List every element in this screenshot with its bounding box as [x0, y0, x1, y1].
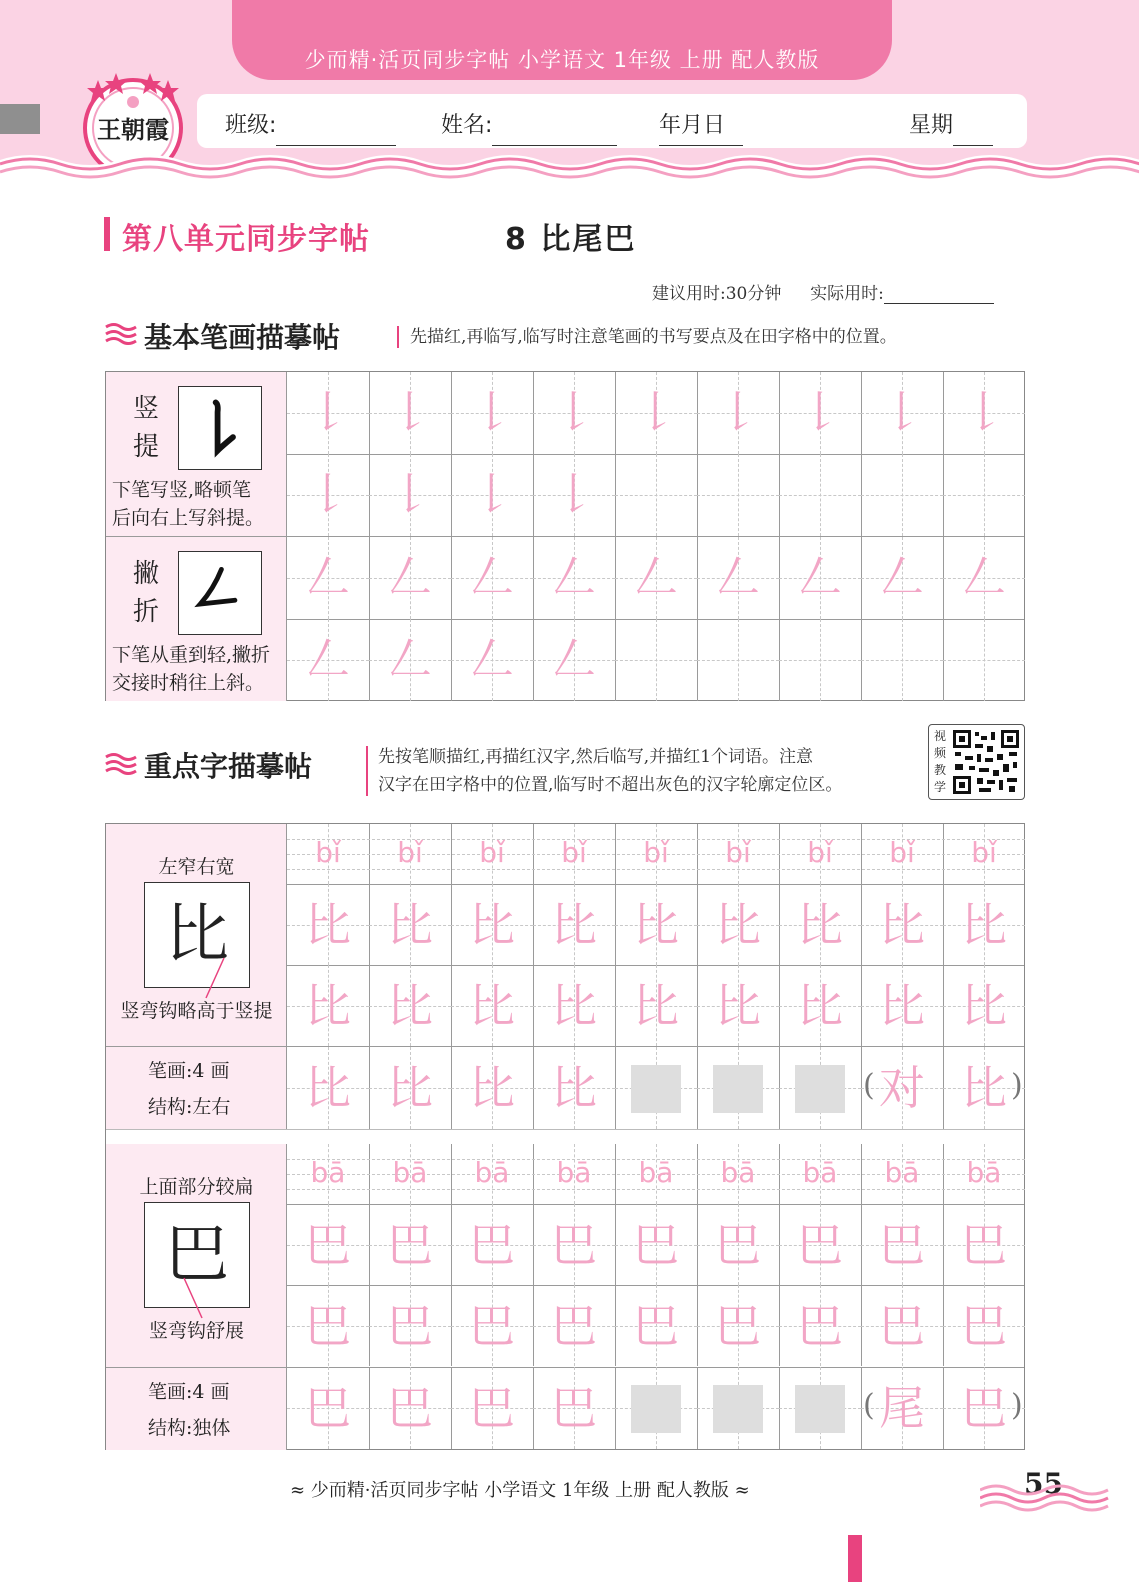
stroke-tip: 下笔写竖,略顿笔 后向右上写斜提。 [112, 479, 265, 529]
stroke-trace[interactable]: 𠃋 [470, 634, 514, 685]
stroke-trace[interactable]: 𠄌 [716, 387, 760, 438]
pinyin-trace[interactable]: bā [720, 1156, 756, 1189]
char-trace[interactable]: 巴 [961, 1217, 1007, 1272]
char-trace[interactable]: 巴 [387, 1298, 433, 1353]
stroke-sample-box [178, 551, 262, 635]
section1-desc: 先描红,再临写,临写时注意笔画的书写要点及在田字格中的位置。 [410, 327, 897, 347]
char-trace[interactable]: 比 [715, 897, 761, 952]
char-tip-bottom: 竖弯钩舒展 [148, 1320, 244, 1342]
grid-line [615, 660, 697, 661]
pinyin-trace[interactable]: bǐ [561, 836, 587, 869]
char-trace[interactable]: 比 [305, 897, 351, 952]
gray-outline-box[interactable] [713, 1385, 763, 1433]
char-info-cell [106, 824, 287, 1046]
lesson-title: 8 比尾巴 [505, 222, 637, 257]
grid-line [861, 495, 943, 496]
char-trace[interactable]: 比 [879, 978, 925, 1033]
stroke-trace[interactable]: 𠄌 [470, 469, 514, 520]
char-trace[interactable]: 比 [551, 897, 597, 952]
section1-title: 基本笔画描摹帖 [144, 321, 341, 354]
char-trace[interactable]: 巴 [715, 1217, 761, 1272]
gray-outline-box[interactable] [713, 1065, 763, 1113]
pinyin-trace[interactable]: bǐ [807, 836, 833, 869]
word-open-paren: ( [863, 1388, 875, 1423]
char-trace[interactable]: 比 [961, 897, 1007, 952]
stroke-trace[interactable]: 𠄌 [880, 387, 924, 438]
char-meta-cell [106, 1047, 287, 1129]
char-sample-box: 巴 [144, 1202, 250, 1308]
char-meta: 笔画:4 画 结构:独体 [148, 1381, 231, 1439]
grid-line [287, 869, 1025, 870]
time-suggest: 建议用时:30分钟 [652, 284, 782, 304]
char-trace[interactable]: 比 [551, 978, 597, 1033]
stroke-info-cell [106, 372, 287, 536]
char-trace[interactable]: 巴 [797, 1298, 843, 1353]
char-trace[interactable]: 比 [305, 978, 351, 1033]
stroke-trace[interactable]: 𠄌 [388, 387, 432, 438]
char-trace[interactable]: 巴 [551, 1217, 597, 1272]
wave-icon [104, 752, 138, 776]
char-trace[interactable]: 比 [879, 897, 925, 952]
word-open-paren: ( [863, 1068, 875, 1103]
char-trace[interactable]: 巴 [633, 1217, 679, 1272]
pinyin-trace[interactable]: bā [392, 1156, 428, 1189]
char-trace[interactable]: 比 [469, 978, 515, 1033]
char-meta-cell [106, 1368, 287, 1450]
pinyin-trace[interactable]: bā [802, 1156, 838, 1189]
pinyin-trace[interactable]: bā [884, 1156, 920, 1189]
qr-label: 视频教学 [933, 729, 946, 794]
gray-outline-box[interactable] [795, 1385, 845, 1433]
char-trace[interactable]: 巴 [961, 1298, 1007, 1353]
video-qr-code[interactable] [928, 724, 1025, 800]
grid-line [861, 660, 943, 661]
section2-title: 重点字描摹帖 [144, 750, 313, 783]
char-trace[interactable]: 巴 [551, 1381, 597, 1435]
student-info-box [197, 94, 1027, 148]
stroke-trace[interactable]: 𠄌 [552, 387, 596, 438]
char-trace[interactable]: 巴 [305, 1381, 351, 1435]
grid-line [943, 660, 1025, 661]
pinyin-trace[interactable]: bǐ [725, 836, 751, 869]
pinyin-trace[interactable]: bǐ [315, 836, 341, 869]
time-actual-label: 实际用时: [810, 284, 884, 304]
unit-title: 第八单元同步字帖 [122, 222, 370, 257]
char-trace[interactable]: 巴 [469, 1298, 515, 1353]
stroke-trace[interactable]: 𠄌 [798, 387, 842, 438]
unit-title-bar [104, 217, 110, 251]
vertical-rise-stroke-icon [179, 387, 260, 468]
stroke-info-cell [106, 537, 287, 701]
char-trace[interactable]: 比 [633, 978, 679, 1033]
char-trace[interactable]: 比 [469, 1061, 515, 1115]
section2-divider [366, 746, 368, 796]
char-trace[interactable]: 比 [715, 978, 761, 1033]
stroke-trace[interactable]: 𠃋 [552, 634, 596, 685]
char-trace[interactable]: 巴 [305, 1298, 351, 1353]
left-fall-turn-stroke-icon [179, 552, 260, 633]
char-trace[interactable]: 比 [961, 978, 1007, 1033]
char-trace[interactable]: 比 [387, 978, 433, 1033]
name-field[interactable] [441, 108, 492, 139]
stroke-trace[interactable]: 𠄌 [388, 469, 432, 520]
char-trace[interactable]: 比 [387, 1061, 433, 1115]
section1-divider [397, 326, 399, 348]
wave-icon [104, 322, 138, 346]
char-tip-bottom: 竖弯钩略高于竖提 [120, 1000, 273, 1022]
word-trace[interactable]: 对 [879, 1061, 925, 1115]
gray-outline-box[interactable] [795, 1065, 845, 1113]
stroke-tip: 下笔从重到轻,撇折 交接时稍往上斜。 [112, 644, 271, 694]
word-trace[interactable]: 巴 [961, 1381, 1007, 1435]
char-trace[interactable]: 比 [387, 897, 433, 952]
char-trace[interactable]: 巴 [797, 1217, 843, 1272]
grid-line [697, 660, 779, 661]
stroke-trace[interactable]: 𠄌 [306, 387, 350, 438]
stroke-trace[interactable]: 𠃋 [716, 552, 760, 603]
gray-outline-box[interactable] [631, 1385, 681, 1433]
pinyin-trace[interactable]: bǐ [643, 836, 669, 869]
pinyin-trace[interactable]: bā [310, 1156, 346, 1189]
char-trace[interactable]: 巴 [551, 1298, 597, 1353]
stroke-name: 撇 折 [132, 559, 159, 627]
stroke-trace[interactable]: 𠃋 [552, 552, 596, 603]
stroke-trace[interactable]: 𠄌 [552, 469, 596, 520]
stroke-trace[interactable]: 𠃋 [306, 634, 350, 685]
char-trace[interactable]: 巴 [387, 1381, 433, 1435]
char-trace[interactable]: 巴 [469, 1217, 515, 1272]
series-title: 少而精·活页同步字帖 小学语文 1年级 上册 配人教版 [304, 48, 820, 72]
char-trace[interactable]: 巴 [387, 1217, 433, 1272]
stroke-trace[interactable]: 𠃋 [634, 552, 678, 603]
stroke-trace[interactable]: 𠃋 [388, 634, 432, 685]
character-practice-table [105, 823, 1025, 1450]
pinyin-trace[interactable]: bā [638, 1156, 674, 1189]
char-trace[interactable]: 巴 [715, 1298, 761, 1353]
word-trace[interactable]: 尾 [879, 1381, 925, 1435]
char-trace[interactable]: 比 [797, 897, 843, 952]
header-wave [0, 150, 1139, 195]
stroke-trace[interactable]: 𠃋 [880, 552, 924, 603]
stroke-trace[interactable]: 𠃋 [388, 552, 432, 603]
word-close-paren: ) [1011, 1388, 1023, 1423]
grid-line [615, 495, 697, 496]
page-number: 55 [1024, 1467, 1063, 1500]
grid-line [779, 660, 861, 661]
stroke-trace[interactable]: 𠃋 [962, 552, 1006, 603]
grid-line [943, 495, 1025, 496]
word-close-paren: ) [1011, 1068, 1023, 1103]
weekday-field[interactable] [909, 108, 953, 139]
stroke-practice-table [105, 371, 1025, 701]
gray-outline-box[interactable] [631, 1065, 681, 1113]
grid-line [779, 495, 861, 496]
char-trace[interactable]: 比 [551, 1061, 597, 1115]
gray-page-mark [0, 104, 40, 134]
pinyin-trace[interactable]: bǐ [397, 836, 423, 869]
name-label: 姓名: [441, 113, 493, 138]
char-trace[interactable]: 巴 [879, 1217, 925, 1272]
weekday-label: 星期 [909, 113, 954, 138]
char-trace[interactable]: 比 [633, 897, 679, 952]
day-label: 日 [703, 113, 726, 138]
stroke-trace[interactable]: 𠄌 [306, 469, 350, 520]
char-tip-top: 上面部分较扁 [139, 1176, 254, 1198]
char-trace[interactable]: 巴 [305, 1217, 351, 1272]
char-meta: 笔画:4 画 结构:左右 [148, 1060, 231, 1118]
class-label: 班级: [225, 113, 277, 138]
pinyin-trace[interactable]: bā [474, 1156, 510, 1189]
svg-text:王朝霞: 王朝霞 [97, 115, 169, 144]
char-trace[interactable]: 比 [469, 897, 515, 952]
char-trace[interactable]: 巴 [879, 1298, 925, 1353]
pinyin-trace[interactable]: bǐ [971, 836, 997, 869]
class-field[interactable] [225, 108, 276, 139]
pinyin-trace[interactable]: bǐ [889, 836, 915, 869]
char-sample-box: 比 [144, 882, 250, 988]
footer-wave-icon [980, 1482, 1110, 1512]
stroke-trace[interactable]: 𠃋 [470, 552, 514, 603]
pinyin-trace[interactable]: bǐ [479, 836, 505, 869]
stroke-name: 竖 提 [132, 394, 159, 462]
date-field[interactable] [659, 108, 725, 139]
stroke-sample-box [178, 386, 262, 470]
word-trace[interactable]: 比 [961, 1061, 1007, 1115]
stroke-trace[interactable]: 𠄌 [962, 387, 1006, 438]
stroke-trace[interactable]: 𠄌 [470, 387, 514, 438]
time-row [652, 279, 994, 304]
char-trace[interactable]: 巴 [469, 1381, 515, 1435]
stroke-trace[interactable]: 𠃋 [306, 552, 350, 603]
pinyin-trace[interactable]: bā [556, 1156, 592, 1189]
char-trace[interactable]: 比 [797, 978, 843, 1033]
grid-line [287, 1189, 1025, 1190]
char-trace[interactable]: 比 [305, 1061, 351, 1115]
char-trace[interactable]: 巴 [633, 1298, 679, 1353]
pinyin-trace[interactable]: bā [966, 1156, 1002, 1189]
qr-code-icon [951, 728, 1021, 796]
section2-desc: 先按笔顺描红,再描红汉字,然后临写,并描红1个词语。注意 汉字在田字格中的位置,临写时不超出灰色的汉字轮廓定位区。 [378, 747, 843, 795]
char-tip-top: 左窄右宽 [158, 856, 235, 878]
char-info-cell [106, 1144, 287, 1367]
time-actual-field[interactable] [884, 284, 994, 304]
stroke-trace[interactable]: 𠄌 [634, 387, 678, 438]
grid-line [697, 495, 779, 496]
month-label: 月 [681, 113, 704, 138]
stroke-trace[interactable]: 𠃋 [798, 552, 842, 603]
footer-series: ≈ 少而精·活页同步字帖 小学语文 1年级 上册 配人教版 ≈ [290, 1480, 750, 1501]
year-label: 年 [659, 113, 682, 138]
bottom-page-mark [848, 1535, 862, 1582]
